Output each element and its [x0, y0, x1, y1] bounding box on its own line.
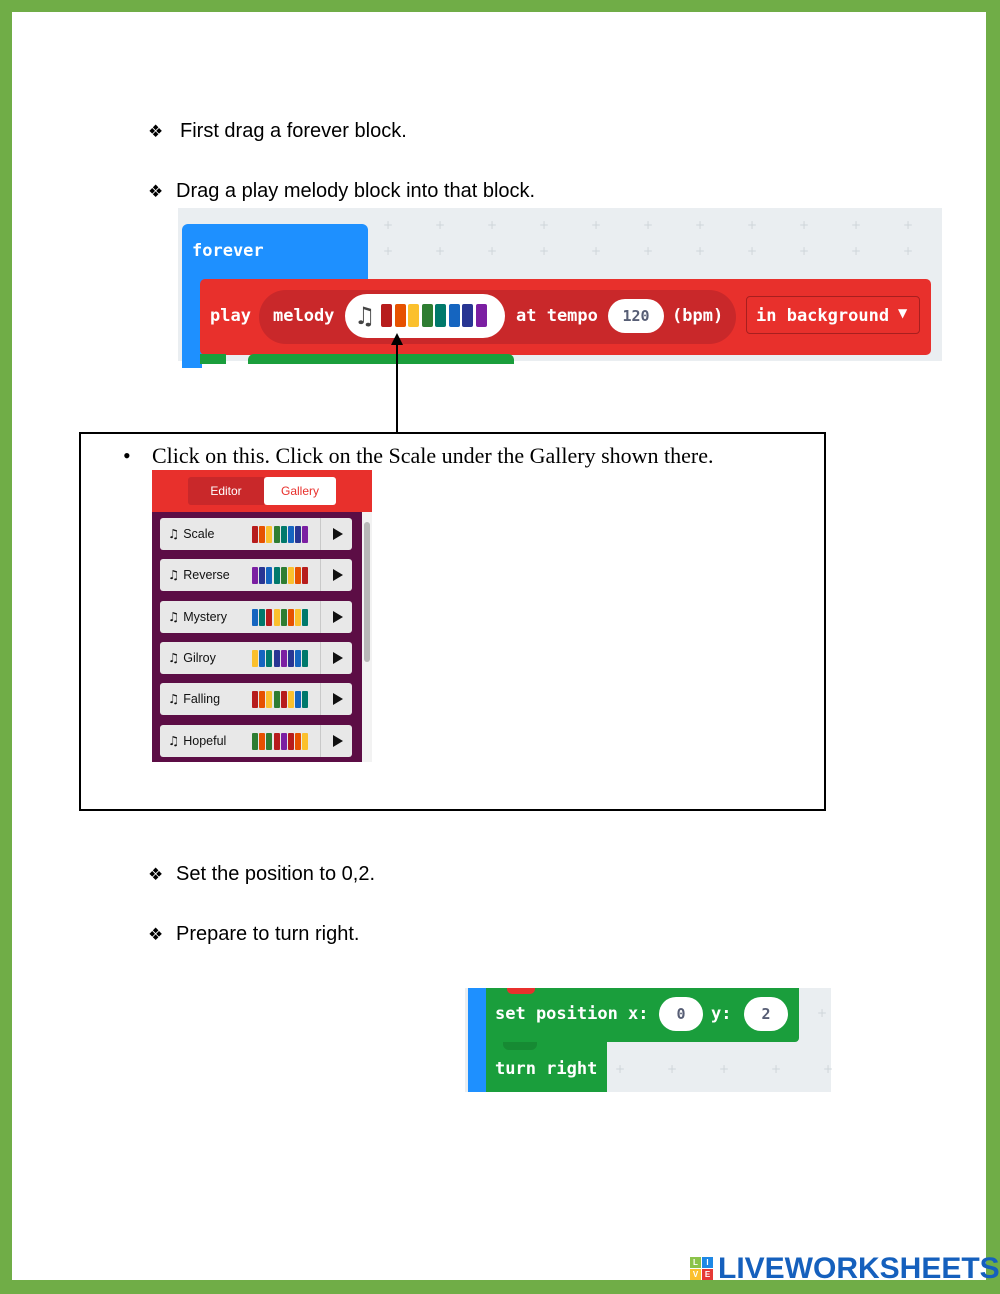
gallery-item-name: Falling — [183, 692, 221, 707]
grid-marker: + — [747, 244, 758, 258]
melody-note-swatch — [295, 526, 301, 543]
play-icon — [333, 735, 343, 747]
logo-square: V — [690, 1269, 701, 1280]
turn-right-label: turn right — [495, 1059, 598, 1079]
instruction-step-2 — [148, 180, 535, 203]
melody-note-swatch — [302, 609, 308, 626]
melody-note-swatch — [274, 733, 280, 750]
logo-square: E — [702, 1269, 713, 1280]
play-button[interactable] — [320, 683, 352, 715]
diamond-bullet-icon: ❖ — [148, 865, 164, 884]
gallery-item-label — [168, 609, 227, 624]
grid-marker: + — [719, 1062, 730, 1076]
instruction-text: First drag a forever block. — [180, 120, 407, 142]
melody-note-swatch — [274, 650, 280, 667]
melody-note-swatch — [274, 567, 280, 584]
grid-marker: + — [799, 218, 810, 232]
set-position-label: set position x: — [495, 1004, 649, 1024]
play-icon — [333, 611, 343, 623]
grid-marker: + — [643, 244, 654, 258]
logo-squares-icon — [690, 1257, 716, 1281]
gallery-item-hopeful[interactable] — [160, 725, 352, 757]
melody-note-swatch — [259, 650, 265, 667]
bpm-label: (bpm) — [672, 306, 724, 326]
grid-marker: + — [747, 218, 758, 232]
melody-note-swatch — [274, 609, 280, 626]
grid-marker: + — [383, 244, 394, 258]
melody-note-swatch — [266, 526, 272, 543]
grid-marker: + — [823, 1062, 834, 1076]
scrollbar-thumb[interactable] — [364, 522, 370, 662]
play-button[interactable] — [320, 601, 352, 633]
grid-marker: + — [643, 218, 654, 232]
play-label: play — [210, 306, 251, 326]
melody-note-swatch — [252, 526, 258, 543]
play-button[interactable] — [320, 642, 352, 674]
music-note-icon: ♫ — [168, 691, 180, 707]
instruction-text: Click on this. Click on the Scale under the Gallery shown there. — [152, 443, 714, 468]
forever-block-side — [468, 988, 486, 1092]
grid-marker: + — [487, 244, 498, 258]
forever-label: forever — [192, 241, 264, 261]
melody-note-swatch — [252, 691, 258, 708]
melody-note-swatch — [302, 526, 308, 543]
makecode-screenshot-play-melody — [178, 208, 942, 361]
instruction-step-1 — [148, 120, 407, 143]
instruction-text: Drag a play melody block into that block. — [176, 180, 536, 202]
melody-note-swatch — [449, 304, 460, 327]
grid-marker: + — [539, 218, 550, 232]
music-note-icon: ♫ — [354, 302, 376, 330]
melody-note-swatch — [281, 650, 287, 667]
melody-note-swatch — [295, 609, 301, 626]
melody-note-swatch — [281, 567, 287, 584]
gallery-item-mystery[interactable] — [160, 601, 352, 633]
melody-note-swatch — [295, 691, 301, 708]
play-icon — [333, 652, 343, 664]
melody-note-swatch — [252, 609, 258, 626]
x-input[interactable]: 0 — [659, 997, 703, 1031]
grid-marker: + — [771, 1062, 782, 1076]
grid-marker: + — [487, 218, 498, 232]
melody-note-swatch — [259, 567, 265, 584]
gallery-item-scale[interactable] — [160, 518, 352, 550]
gallery-item-reverse[interactable] — [160, 559, 352, 591]
melody-note-swatch — [281, 609, 287, 626]
diamond-bullet-icon: ❖ — [148, 122, 164, 141]
melody-note-swatch — [302, 733, 308, 750]
play-button[interactable] — [320, 559, 352, 591]
tab-gallery[interactable]: Gallery — [264, 477, 336, 505]
gallery-item-name: Hopeful — [183, 733, 227, 748]
music-note-icon: ♫ — [168, 526, 180, 541]
melody-note-swatch — [252, 567, 258, 584]
melody-note-swatch — [295, 733, 301, 750]
melody-note-swatch — [408, 304, 419, 327]
grid-marker: + — [851, 244, 862, 258]
melody-note-swatch — [476, 304, 487, 327]
melody-note-swatch — [266, 733, 272, 750]
melody-note-swatch — [381, 304, 392, 327]
melody-note-swatch — [266, 609, 272, 626]
logo-text: LIVEWORKSHEETS — [718, 1252, 1000, 1285]
instruction-step-5 — [148, 923, 359, 946]
forever-block-side — [182, 278, 202, 368]
gallery-item-label — [168, 691, 220, 706]
play-icon — [333, 693, 343, 705]
music-note-icon: ♫ — [168, 608, 180, 624]
gallery-item-label — [168, 733, 226, 748]
melody-note-swatch — [302, 650, 308, 667]
play-icon — [333, 569, 343, 581]
next-block-peek — [200, 354, 226, 364]
melody-note-swatch — [259, 609, 265, 626]
gallery-item-label — [168, 650, 216, 665]
grid-marker: + — [817, 1006, 828, 1020]
melody-note-swatch — [288, 609, 294, 626]
grid-marker: + — [903, 218, 914, 232]
melody-note-swatch — [435, 304, 446, 327]
grid-marker: + — [591, 218, 602, 232]
grid-marker: + — [695, 244, 706, 258]
melody-note-swatch — [274, 691, 280, 708]
gallery-item-name: Gilroy — [183, 650, 216, 665]
block-notch — [503, 1042, 537, 1050]
pointer-arrow — [396, 340, 398, 433]
instruction-step-4 — [148, 863, 375, 886]
melody-note-swatch — [266, 567, 272, 584]
tempo-input[interactable]: 120 — [608, 299, 664, 333]
melody-note-swatch — [462, 304, 473, 327]
melody-note-swatch — [288, 691, 294, 708]
grid-marker: + — [591, 244, 602, 258]
arrow-head-icon — [391, 333, 403, 345]
melody-note-swatch — [274, 526, 280, 543]
melody-note-swatch — [259, 733, 265, 750]
melody-note-swatch — [281, 526, 287, 543]
tab-editor[interactable]: Editor — [188, 477, 264, 505]
playback-mode-label: in background — [756, 306, 890, 326]
diamond-bullet-icon: ❖ — [148, 182, 164, 201]
play-icon — [333, 528, 343, 540]
gallery-item-name: Mystery — [183, 609, 227, 624]
melody-note-swatch — [288, 526, 294, 543]
gallery-item-falling[interactable] — [160, 683, 352, 715]
gallery-item-label — [168, 567, 230, 582]
gallery-item-gilroy[interactable] — [160, 642, 352, 674]
melody-note-swatch — [281, 733, 287, 750]
grid-marker: + — [903, 244, 914, 258]
gallery-item-label — [168, 526, 215, 541]
music-note-icon: ♫ — [168, 649, 180, 665]
next-block-peek — [248, 354, 514, 364]
melody-note-swatch — [422, 304, 433, 327]
grid-marker: + — [383, 218, 394, 232]
y-label: y: — [711, 1004, 732, 1024]
grid-marker: + — [615, 1062, 626, 1076]
music-note-icon: ♫ — [168, 732, 180, 748]
diamond-bullet-icon: ❖ — [148, 925, 164, 944]
melody-note-swatch — [295, 650, 301, 667]
instruction-text: Set the position to 0,2. — [176, 863, 376, 885]
at-tempo-label: at tempo — [516, 306, 598, 326]
block-notch — [507, 988, 535, 994]
grid-marker: + — [695, 218, 706, 232]
melody-label: melody — [273, 306, 335, 326]
grid-marker: + — [435, 218, 446, 232]
gallery-item-name: Scale — [183, 527, 215, 541]
melody-note-swatch — [259, 526, 265, 543]
melody-note-swatch — [288, 733, 294, 750]
melody-note-swatch — [266, 691, 272, 708]
melody-note-swatch — [252, 733, 258, 750]
melody-note-swatch — [302, 691, 308, 708]
melody-note-swatch — [288, 567, 294, 584]
instruction-step-3 — [123, 443, 713, 469]
instruction-text: Prepare to turn right. — [176, 923, 360, 945]
melody-note-swatch — [395, 304, 406, 327]
melody-gallery-screenshot — [152, 470, 372, 762]
logo-square: I — [702, 1257, 713, 1268]
gallery-item-name: Reverse — [183, 568, 230, 583]
play-button[interactable] — [320, 725, 352, 757]
melody-note-swatch — [295, 567, 301, 584]
play-button[interactable] — [320, 518, 352, 550]
grid-marker: + — [851, 218, 862, 232]
makecode-screenshot-set-position — [465, 988, 834, 1092]
chevron-down-icon: ▼ — [898, 306, 908, 320]
grid-marker: + — [539, 244, 550, 258]
melody-note-swatch — [281, 691, 287, 708]
music-note-icon: ♫ — [168, 567, 180, 583]
melody-note-swatch — [259, 691, 265, 708]
melody-note-swatch — [252, 650, 258, 667]
y-input[interactable]: 2 — [744, 997, 788, 1031]
melody-note-swatch — [266, 650, 272, 667]
grid-marker: + — [799, 244, 810, 258]
grid-marker: + — [435, 244, 446, 258]
grid-marker: + — [667, 1062, 678, 1076]
round-bullet-icon: • — [123, 443, 131, 468]
melody-note-swatch — [302, 567, 308, 584]
logo-square: L — [690, 1257, 701, 1268]
melody-note-swatch — [288, 650, 294, 667]
